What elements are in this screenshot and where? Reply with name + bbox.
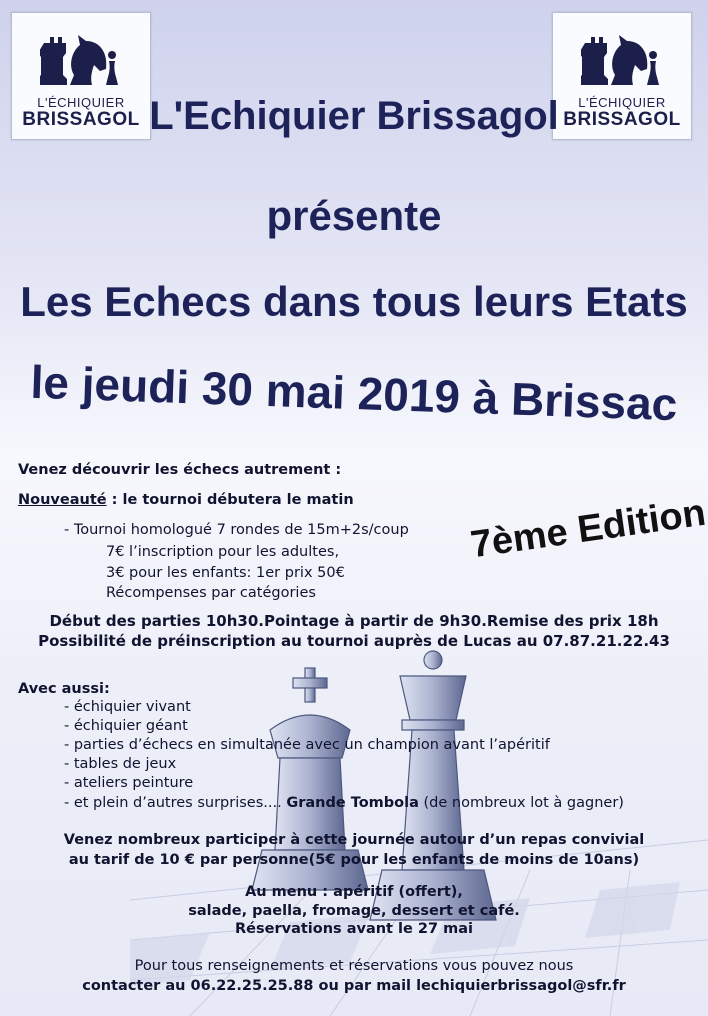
logo-text-line2: BRISSAGOL: [563, 109, 681, 130]
tournoi-line-4: Récompenses par catégories: [106, 585, 316, 601]
logo-text-line2: BRISSAGOL: [22, 109, 140, 130]
tournoi-line-3: 3€ pour les enfants: 1er prix 50€: [106, 565, 345, 581]
aussi-heading: Avec aussi:: [18, 681, 110, 697]
schedule-line-2: Possibilité de préinscription au tournoi auprès de Lucas au 07.87.21.22.43: [38, 632, 670, 650]
edition-badge: 7ème Edition: [468, 491, 708, 567]
club-name-title: L'Echiquier Brissagol: [149, 94, 559, 138]
aussi-item: - échiquier géant: [64, 718, 188, 734]
logo-text-line1: L'ÉCHIQUIER: [37, 95, 125, 110]
aussi-item: - ateliers peinture: [64, 775, 194, 791]
logo-text-line1: L'ÉCHIQUIER: [578, 95, 666, 110]
chess-logo-icon: [581, 23, 663, 93]
chess-logo-icon: [40, 23, 122, 93]
menu-line-2: salade, paella, fromage, dessert et café.: [188, 903, 520, 919]
tournoi-line-1: - Tournoi homologué 7 rondes de 15m+2s/coup: [64, 522, 409, 538]
repas-line-1: Venez nombreux participer à cette journée autour d’un repas convivial: [63, 832, 645, 848]
presents-title: présente: [266, 192, 442, 239]
nouveaute-label: Nouveauté: [18, 492, 107, 508]
aussi-item-last: [64, 795, 624, 811]
aussi-item: - tables de jeux: [64, 756, 177, 772]
nouveaute-line: [18, 492, 354, 508]
event-date-title: le jeudi 30 mai 2019 à Brissac: [29, 355, 679, 431]
tombola-label: Grande Tombola: [286, 795, 419, 811]
tournoi-line-2: 7€ l’inscription pour les adultes,: [106, 544, 340, 560]
contact-line-1: Pour tous renseignements et réservations vous pouvez nous: [134, 958, 574, 974]
event-title: Les Echecs dans tous leurs Etats: [20, 278, 688, 325]
repas-line-2: au tarif de 10 € par personne(5€ pour les enfants de moins de 10ans): [68, 852, 640, 868]
aussi-last-suffix: (de nombreux lot à gagner): [418, 795, 624, 811]
intro-text: Venez découvrir les échecs autrement :: [18, 462, 342, 478]
nouveaute-text: : le tournoi débutera le matin: [106, 492, 354, 508]
menu-line-3: Réservations avant le 27 mai: [235, 921, 473, 937]
aussi-last-prefix: - et plein d’autres surprises....: [64, 795, 287, 811]
aussi-item: - parties d’échecs en simultanée avec un champion avant l’apéritif: [64, 737, 550, 753]
schedule-line-1: Début des parties 10h30.Pointage à partir de 9h30.Remise des prix 18h: [49, 612, 659, 630]
contact-line-2: contacter au 06.22.25.25.88 ou par mail lechiquierbrissagol@sfr.fr: [82, 978, 626, 994]
aussi-item: - échiquier vivant: [64, 699, 191, 715]
menu-line-1: Au menu : apéritif (offert),: [245, 884, 463, 900]
